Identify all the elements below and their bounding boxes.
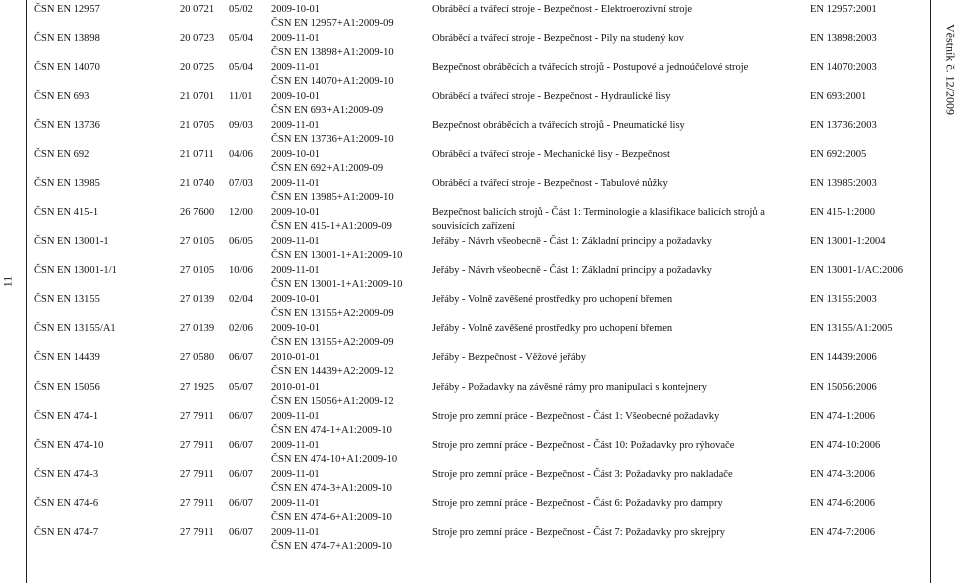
table-row: [0, 261, 930, 290]
classification-number: 27 7911: [180, 469, 214, 480]
en-reference: EN 13736:2003: [810, 120, 877, 131]
amendment-code: ČSN EN 14070+A1:2009-10: [271, 76, 394, 87]
standard-title: Jeřáby - Bezpečnost - Věžové jeřáby: [432, 352, 587, 363]
amendment-code: ČSN EN 15056+A1:2009-12: [271, 396, 394, 407]
standard-code: ČSN EN 14439: [34, 352, 100, 363]
effective-date: 2009-11-01: [271, 469, 320, 480]
standard-code: ČSN EN 474-1: [34, 411, 99, 422]
standard-title: Stroje pro zemní práce - Bezpečnost - Část 6: Požadavky pro dampry: [432, 498, 723, 509]
effective-date: 2009-11-01: [271, 236, 320, 247]
standard-title: Bezpečnost obráběcích a tvářecích strojů - Postupové a jednoúčelové stroje: [432, 62, 749, 73]
table-row: [0, 290, 930, 319]
effective-date: 2009-11-01: [271, 178, 320, 189]
classification-number: 27 7911: [180, 411, 214, 422]
standard-title: Bezpečnost obráběcích a tvářecích strojů - Pneumatické lisy: [432, 120, 685, 131]
effective-date: 2009-11-01: [271, 527, 320, 538]
en-reference: EN 13985:2003: [810, 178, 877, 189]
classification-number: 27 0105: [180, 265, 215, 276]
amendment-code: ČSN EN 14439+A2:2009-12: [271, 366, 394, 377]
issue-date: 02/06: [229, 323, 253, 334]
standard-title: Jeřáby - Návrh všeobecně - Část 1: Základní principy a požadavky: [432, 236, 712, 247]
en-reference: EN 692:2005: [810, 149, 867, 160]
en-reference: EN 12957:2001: [810, 4, 877, 15]
classification-number: 27 0580: [180, 352, 215, 363]
standard-code: ČSN EN 13001-1/1: [34, 265, 117, 276]
amendment-code: ČSN EN 13898+A1:2009-10: [271, 47, 394, 58]
amendment-code: ČSN EN 13985+A1:2009-10: [271, 192, 394, 203]
amendment-code: ČSN EN 474-7+A1:2009-10: [271, 541, 392, 552]
classification-number: 27 0139: [180, 323, 215, 334]
en-reference: EN 474-10:2006: [810, 440, 881, 451]
amendment-code: ČSN EN 693+A1:2009-09: [271, 105, 384, 116]
standard-title: Stroje pro zemní práce - Bezpečnost - Část 3: Požadavky pro nakladače: [432, 469, 733, 480]
standard-title: Stroje pro zemní práce - Bezpečnost - Část 10: Požadavky pro rýhovače: [432, 440, 735, 451]
standard-code: ČSN EN 14070: [34, 62, 100, 73]
issue-date: 11/01: [229, 91, 253, 102]
issue-date: 06/07: [229, 411, 253, 422]
en-reference: EN 13155:2003: [810, 294, 877, 305]
standard-code: ČSN EN 12957: [34, 4, 100, 15]
standard-title: Jeřáby - Návrh všeobecně - Část 1: Základní principy a požadavky: [432, 265, 712, 276]
table-row: [0, 145, 930, 174]
effective-date: 2009-11-01: [271, 411, 320, 422]
standard-title: Jeřáby - Požadavky na závěsné rámy pro manipulaci s kontejnery: [432, 382, 707, 393]
table-row: [0, 87, 930, 116]
effective-date: 2009-11-01: [271, 33, 320, 44]
classification-number: 20 0723: [180, 33, 215, 44]
table-row: [0, 348, 930, 377]
en-reference: EN 13001-1/AC:2006: [810, 265, 904, 276]
page-number-text: 11: [0, 275, 15, 288]
standard-code: ČSN EN 415-1: [34, 207, 99, 218]
classification-number: 27 0139: [180, 294, 215, 305]
en-reference: EN 474-1:2006: [810, 411, 876, 422]
issue-label: [940, 0, 960, 140]
table-row: [0, 319, 930, 348]
classification-number: 27 1925: [180, 382, 215, 393]
en-reference: EN 15056:2006: [810, 382, 877, 393]
classification-number: 27 0105: [180, 236, 215, 247]
classification-number: 21 0711: [180, 149, 214, 160]
table-row: [0, 29, 930, 58]
classification-number: 20 0721: [180, 4, 215, 15]
en-reference: EN 13155/A1:2005: [810, 323, 893, 334]
table-row: [0, 407, 930, 436]
effective-date: 2009-10-01: [271, 207, 320, 218]
amendment-code: ČSN EN 13155+A2:2009-09: [271, 337, 394, 348]
table-row: [0, 232, 930, 261]
standard-code: ČSN EN 474-10: [34, 440, 104, 451]
effective-date: 2009-11-01: [271, 62, 320, 73]
classification-number: 27 7911: [180, 527, 214, 538]
standard-code: ČSN EN 474-6: [34, 498, 99, 509]
issue-date: 09/03: [229, 120, 253, 131]
effective-date: 2009-11-01: [271, 498, 320, 509]
amendment-code: ČSN EN 474-10+A1:2009-10: [271, 454, 398, 465]
en-reference: EN 13898:2003: [810, 33, 877, 44]
amendment-code: ČSN EN 692+A1:2009-09: [271, 163, 384, 174]
table-row: [0, 174, 930, 203]
right-margin-rule: [930, 0, 931, 583]
issue-label-text: Věstník č. 12/2009: [943, 24, 958, 115]
amendment-code: ČSN EN 12957+A1:2009-09: [271, 18, 394, 29]
standard-code: ČSN EN 13985: [34, 178, 100, 189]
amendment-code: ČSN EN 13155+A2:2009-09: [271, 308, 394, 319]
issue-date: 06/07: [229, 469, 253, 480]
effective-date: 2009-10-01: [271, 323, 320, 334]
classification-number: 26 7600: [180, 207, 215, 218]
table-row: [0, 494, 930, 523]
standard-title: Bezpečnost balicích strojů - Část 1: Terminologie a klasifikace balicích strojů a souvisících zařízení: [432, 207, 765, 232]
classification-number: 21 0705: [180, 120, 215, 131]
en-reference: EN 415-1:2000: [810, 207, 876, 218]
issue-date: 05/07: [229, 382, 253, 393]
amendment-code: ČSN EN 13001-1+A1:2009-10: [271, 279, 403, 290]
issue-date: 05/04: [229, 62, 253, 73]
effective-date: 2010-01-01: [271, 352, 320, 363]
effective-date: 2009-10-01: [271, 149, 320, 160]
standard-code: ČSN EN 474-3: [34, 469, 99, 480]
effective-date: 2009-10-01: [271, 4, 320, 15]
en-reference: EN 14439:2006: [810, 352, 877, 363]
amendment-code: ČSN EN 13001-1+A1:2009-10: [271, 250, 403, 261]
table-row: [0, 378, 930, 407]
standard-code: ČSN EN 693: [34, 91, 90, 102]
issue-date: 04/06: [229, 149, 253, 160]
standard-code: ČSN EN 15056: [34, 382, 100, 393]
classification-number: 21 0740: [180, 178, 215, 189]
standard-code: ČSN EN 692: [34, 149, 90, 160]
en-reference: EN 474-7:2006: [810, 527, 876, 538]
amendment-code: ČSN EN 474-1+A1:2009-10: [271, 425, 392, 436]
standard-title: Stroje pro zemní práce - Bezpečnost - Část 1: Všeobecné požadavky: [432, 411, 720, 422]
standard-title: Obráběcí a tvářecí stroje - Bezpečnost - Pily na studený kov: [432, 33, 684, 44]
standard-code: ČSN EN 13001-1: [34, 236, 109, 247]
table-row: [0, 436, 930, 465]
issue-date: 06/05: [229, 236, 253, 247]
issue-date: 06/07: [229, 498, 253, 509]
standard-title: Obráběcí a tvářecí stroje - Mechanické lisy - Bezpečnost: [432, 149, 670, 160]
classification-number: 27 7911: [180, 498, 214, 509]
standard-code: ČSN EN 13898: [34, 33, 100, 44]
issue-date: 12/00: [229, 207, 253, 218]
issue-date: 06/07: [229, 527, 253, 538]
table-row: [0, 116, 930, 145]
issue-date: 06/07: [229, 440, 253, 451]
standard-title: Jeřáby - Volně zavěšené prostředky pro uchopení břemen: [432, 294, 673, 305]
standard-code: ČSN EN 13155: [34, 294, 100, 305]
table-row: [0, 58, 930, 87]
standard-code: ČSN EN 474-7: [34, 527, 99, 538]
issue-date: 05/04: [229, 33, 253, 44]
en-reference: EN 14070:2003: [810, 62, 877, 73]
standard-title: Obráběcí a tvářecí stroje - Bezpečnost - Elektroerozivní stroje: [432, 4, 693, 15]
effective-date: 2009-11-01: [271, 265, 320, 276]
amendment-code: ČSN EN 415-1+A1:2009-09: [271, 221, 392, 232]
table-row: [0, 203, 930, 232]
issue-date: 07/03: [229, 178, 253, 189]
effective-date: 2009-11-01: [271, 120, 320, 131]
amendment-code: ČSN EN 474-6+A1:2009-10: [271, 512, 392, 523]
classification-number: 27 7911: [180, 440, 214, 451]
effective-date: 2010-01-01: [271, 382, 320, 393]
effective-date: 2009-10-01: [271, 294, 320, 305]
amendment-code: ČSN EN 474-3+A1:2009-10: [271, 483, 392, 494]
effective-date: 2009-11-01: [271, 440, 320, 451]
en-reference: EN 13001-1:2004: [810, 236, 886, 247]
standard-code: ČSN EN 13736: [34, 120, 100, 131]
standard-code: ČSN EN 13155/A1: [34, 323, 116, 334]
classification-number: 21 0701: [180, 91, 215, 102]
standard-title: Stroje pro zemní práce - Bezpečnost - Část 7: Požadavky pro skrejpry: [432, 527, 726, 538]
table-row: [0, 0, 930, 29]
issue-date: 10/06: [229, 265, 253, 276]
en-reference: EN 474-3:2006: [810, 469, 876, 480]
issue-date: 02/04: [229, 294, 253, 305]
standard-title: Jeřáby - Volně zavěšené prostředky pro uchopení břemen: [432, 323, 673, 334]
table-row: [0, 465, 930, 494]
standard-title: Obráběcí a tvářecí stroje - Bezpečnost - Hydraulické lisy: [432, 91, 671, 102]
effective-date: 2009-10-01: [271, 91, 320, 102]
standard-title: Obráběcí a tvářecí stroje - Bezpečnost - Tabulové nůžky: [432, 178, 668, 189]
en-reference: EN 474-6:2006: [810, 498, 876, 509]
table-row: [0, 523, 930, 552]
classification-number: 20 0725: [180, 62, 215, 73]
issue-date: 05/02: [229, 4, 253, 15]
en-reference: EN 693:2001: [810, 91, 867, 102]
issue-date: 06/07: [229, 352, 253, 363]
amendment-code: ČSN EN 13736+A1:2009-10: [271, 134, 394, 145]
